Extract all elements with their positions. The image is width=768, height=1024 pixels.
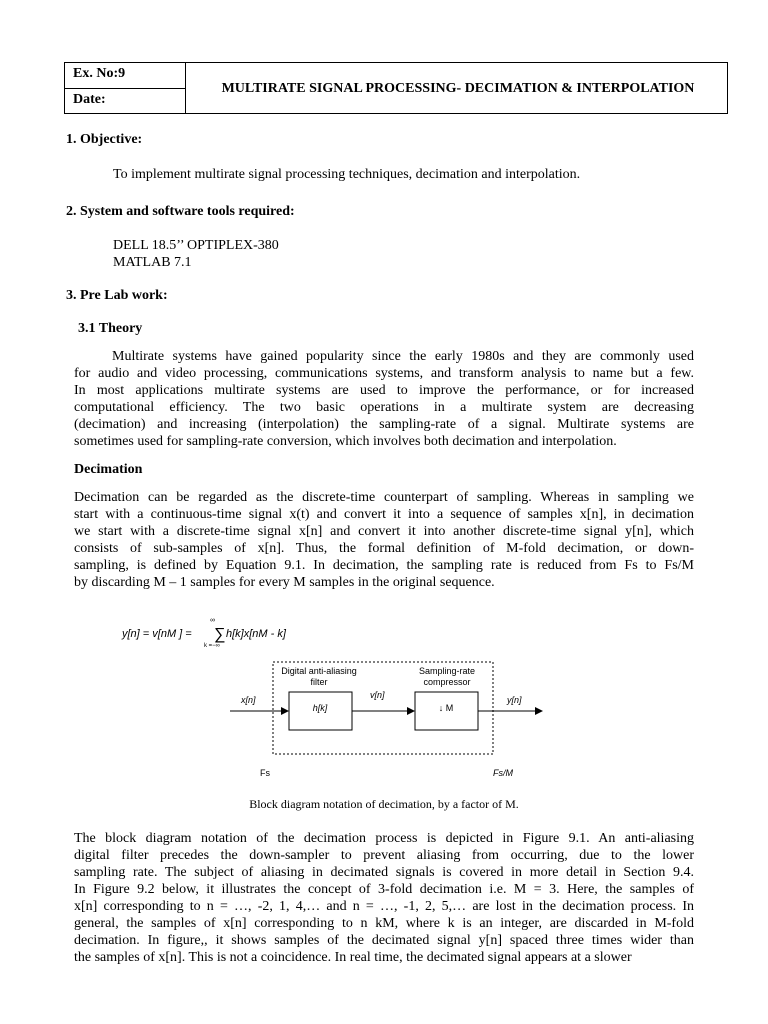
compressor-block-label: ↓ M <box>438 703 454 713</box>
date-label: Date: <box>73 92 106 107</box>
tool-item: MATLAB 7.1 <box>113 255 192 270</box>
sum-upper-limit: ∞ <box>210 617 215 624</box>
output-rate-label: Fs/M <box>493 768 513 778</box>
tools-heading: 2. System and software tools required: <box>66 204 295 219</box>
sum-lower-limit: k =−∞ <box>204 643 220 649</box>
text-line: by discarding M – 1 samples for every M samples in the original sequence. <box>74 575 495 590</box>
text-line: sampling, is defined by Equation 9.1. In decimation, the sampling rate is reduced from Fs to Fs/M <box>74 558 694 573</box>
text-line: decimation. In figure,, it shows samples of the decimated signal y[n] spaced three times wider than <box>74 933 694 948</box>
text-line: sampling rate. The subject of aliasing in decimated signals is covered in more detail in Section 9.4. <box>74 865 694 880</box>
text-line: The block diagram notation of the decimation process is depicted in Figure 9.1. An anti-aliasing <box>74 831 694 846</box>
text-line: In Figure 9.2 below, it illustrates the concept of 3-fold decimation i.e. M = 3. Here, the samples of <box>74 882 694 897</box>
text-line: general, the samples of x[n] corresponding to n kM, where k is an integer, are discarded in M-fold <box>74 916 694 931</box>
exercise-number: Ex. No:9 <box>73 66 126 81</box>
objective-heading: 1. Objective: <box>66 132 143 147</box>
header-divider <box>65 88 185 89</box>
filter-label-line: filter <box>310 677 328 687</box>
text-line: x[n] corresponding to n = …, -2, 1, 4,… and n = …, -1, 2, 5,… are lost in the decimation process. In <box>74 899 694 914</box>
block-diagram-paragraph <box>74 830 694 966</box>
text-line: the samples of x[n]. This is not a coincidence. In real time, the decimated signal appears at a slower <box>74 950 632 965</box>
compressor-label-line: compressor <box>423 677 471 687</box>
text-line: digital filter precedes the down-sampler to prevent aliasing from occurring, due to the lower <box>74 848 694 863</box>
filter-block-label: h[k] <box>312 703 328 713</box>
input-rate-label: Fs <box>260 768 270 778</box>
text-line: Multirate systems have gained popularity since the early 1980s and they are commonly used <box>112 349 694 364</box>
sum-symbol: ∑ <box>214 626 226 643</box>
input-signal-label: x[n] <box>241 695 256 705</box>
text-line: start with a continuous-time signal x(t) and convert it into a sequence of samples x[n], in decimation <box>74 507 694 522</box>
tool-item: DELL 18.5’’ OPTIPLEX-380 <box>113 238 279 253</box>
text-line: we start with a discrete-time signal x[n] and convert it into another discrete-time signal y[n], which <box>74 524 694 539</box>
text-line: sometimes used for sampling-rate conversion, which involves both decimation and interpolation. <box>74 434 617 449</box>
page-title: MULTIRATE SIGNAL PROCESSING- DECIMATION & INTERPOLATION <box>221 81 695 96</box>
output-signal-label: y[n] <box>507 695 522 705</box>
compressor-label-line: Sampling-rate <box>418 666 476 676</box>
filter-label-line: Digital anti-aliasing <box>281 666 357 676</box>
equation-lhs: y[n] = v[nM ] = <box>122 628 192 640</box>
decimation-heading: Decimation <box>74 462 143 477</box>
equation-rhs: h[k]x[nM - k] <box>226 628 286 640</box>
text-line: computational efficiency. The two basic operations in a multirate system are decreasing <box>74 400 694 415</box>
compressor-label <box>400 666 494 688</box>
text-line: consists of sub-samples of x[n]. Thus, the formal definition of M-fold decimation, or down- <box>74 541 694 556</box>
text-line: Decimation can be regarded as the discrete-time counterpart of sampling. Whereas in sampling we <box>74 490 694 505</box>
prelab-heading: 3. Pre Lab work: <box>66 288 168 303</box>
theory-heading: 3.1 Theory <box>78 321 143 336</box>
text-line: In most applications multirate systems are used to improve the performance, or for increased <box>74 383 694 398</box>
intermediate-signal-label: v[n] <box>370 690 385 700</box>
theory-paragraph <box>74 348 694 450</box>
figure-caption: Block diagram notation of decimation, by a factor of M. <box>249 797 519 811</box>
header-table <box>64 62 728 114</box>
decimation-paragraph <box>74 489 694 591</box>
filter-label <box>272 666 366 688</box>
text-line: (decimation) and increasing (interpolation) the sampling-rate of a signal. Multirate systems are <box>74 417 694 432</box>
objective-text: To implement multirate signal processing techniques, decimation and interpolation. <box>113 167 581 182</box>
text-line: for audio and video processing, communications systems, and transform analysis to name but a few. <box>74 366 694 381</box>
